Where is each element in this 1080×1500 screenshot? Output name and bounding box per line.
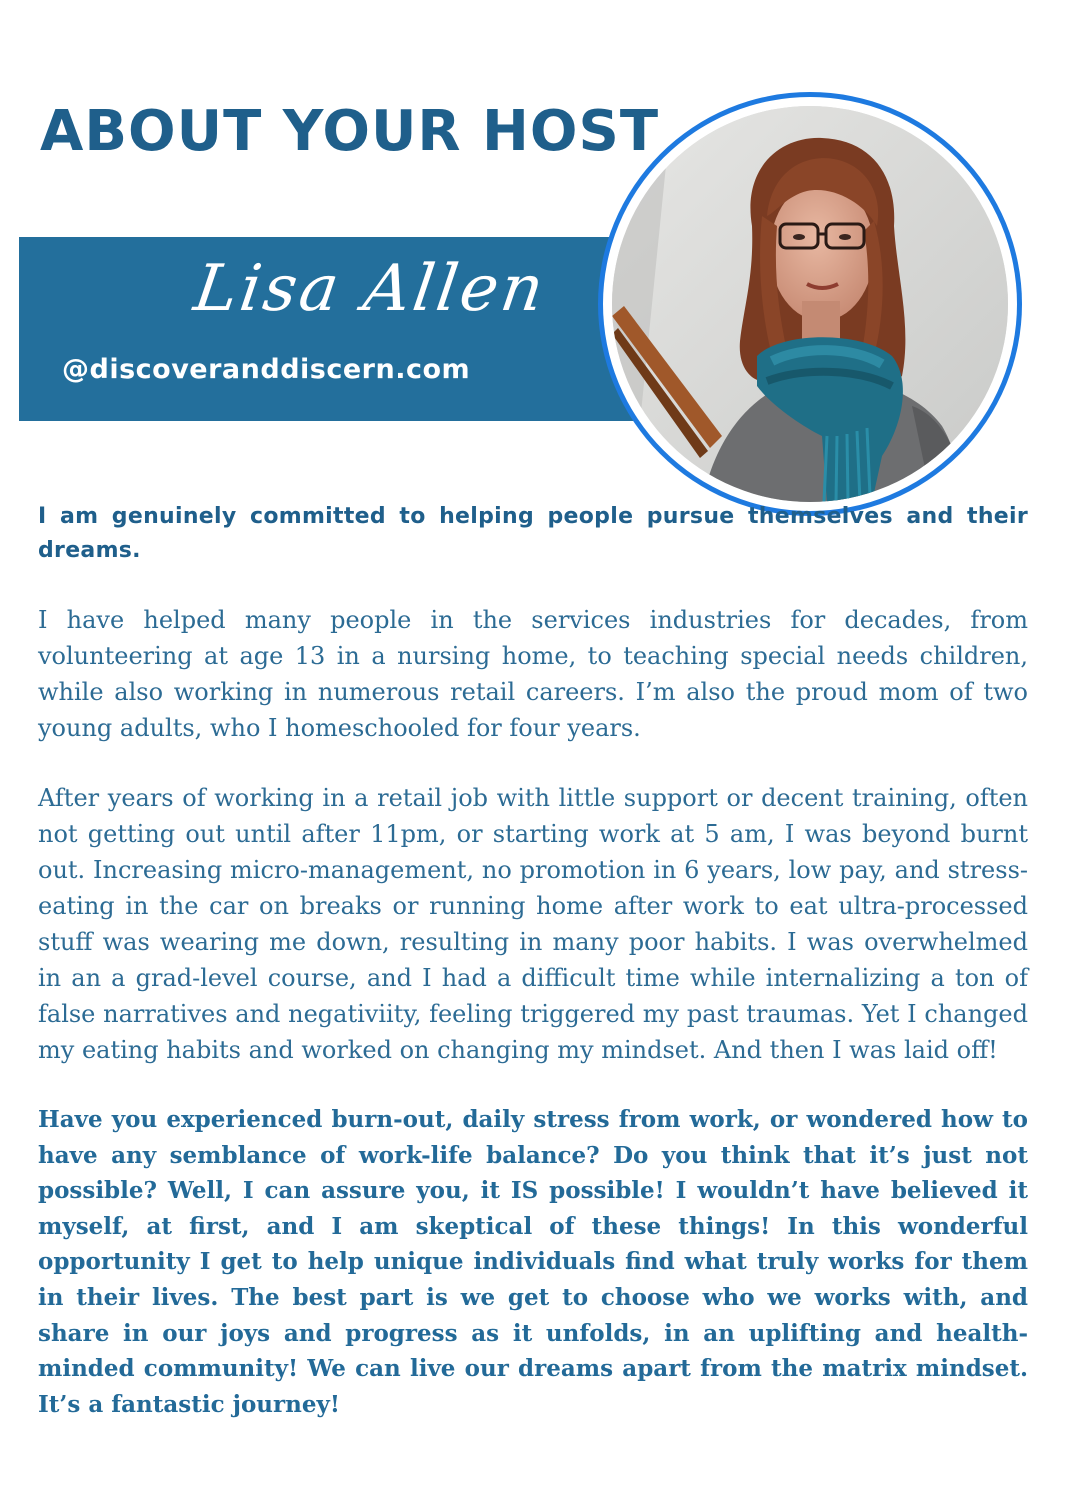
page-title: ABOUT YOUR HOST xyxy=(40,99,660,164)
host-photo-frame xyxy=(598,92,1022,516)
bio-content xyxy=(38,500,1028,1422)
bio-paragraph-3: Have you experienced burn-out, daily stress from work, or wondered how to have any semblance of work-life balance? Do you think that it’s just not possible? Well, I can assure you, it IS possible! I wouldn’t have believed it myself, at first, and I am skeptical of these things! In this wonderful opportunity I get to help unique individuals find what truly works for them in their lives. The best part is we get to choose who we works with, and share in our joys and progress as it unfolds, in an uplifting and health-minded community! We can live our dreams apart from the matrix mindset. It’s a fantastic journey! xyxy=(38,1106,1028,1418)
bio-paragraph-1: I have helped many people in the services industries for decades, from volunteering at age 13 in a nursing home, to teaching special needs children, while also working in numerous retail careers. I’m also the proud mom of two young adults, who I homeschooled for four years. xyxy=(38,606,1028,742)
host-signature: Lisa Allen xyxy=(189,252,551,326)
bio-paragraph-2: After years of working in a retail job with little support or decent training, often not getting out until after 11pm, or starting work at 5 am, I was beyond burnt out. Increasing micro-management, no promotion in 6 years, low pay, and stress-eating in the car on breaks or running home after work to eat ultra-processed stuff was wearing me down, resulting in many poor habits. I was overwhelmed in an a grad-level course, and I had a difficult time while internalizing a ton of false narratives and negativiity, feeling triggered my past traumas. Yet I changed my eating habits and worked on changing my mindset. And then I was laid off! xyxy=(38,784,1028,1064)
host-photo xyxy=(612,106,1008,502)
lead-statement: I am genuinely committed to helping people pursue themselves and their dreams. xyxy=(38,504,1028,563)
host-handle: @discoveranddiscern.com xyxy=(62,354,471,385)
